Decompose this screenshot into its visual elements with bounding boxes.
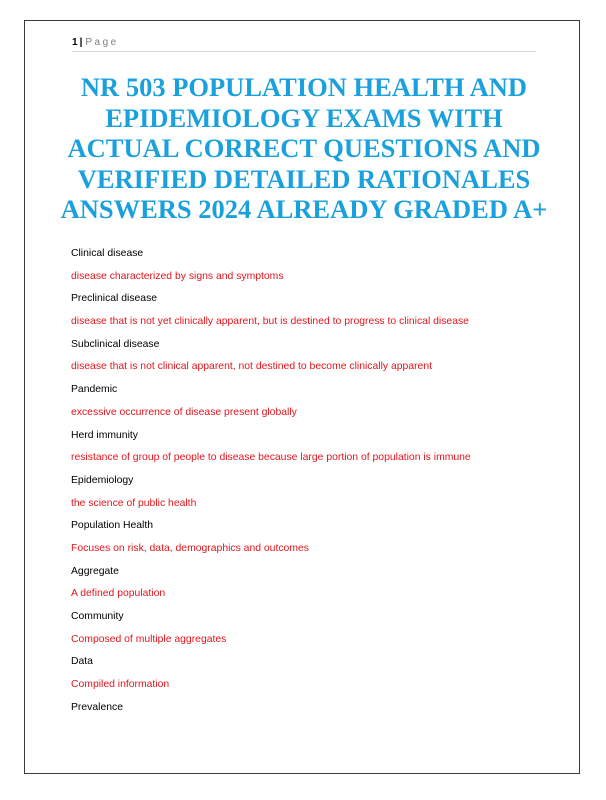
page-header <box>72 37 536 52</box>
document-title <box>56 72 552 225</box>
definition: disease that is not yet clinically apparent, but is destined to progress to clinical disease <box>71 316 469 328</box>
definition: Focuses on risk, data, demographics and outcomes <box>71 542 309 554</box>
term: Data <box>71 656 93 668</box>
term: Population Health <box>71 520 154 532</box>
definition: resistance of group of people to disease because large portion of population is immune <box>71 452 471 464</box>
page-separator: | <box>79 37 83 48</box>
term: Clinical disease <box>71 248 144 259</box>
term: Aggregate <box>71 565 119 577</box>
definition: Compiled information <box>71 679 170 691</box>
title-line: ACTUAL CORRECT QUESTIONS AND <box>67 133 541 163</box>
term: Preclinical disease <box>71 293 158 305</box>
title-line: EPIDEMIOLOGY EXAMS WITH <box>105 102 503 133</box>
definition: A defined population <box>71 588 166 600</box>
term: Community <box>71 611 124 622</box>
term: Subclinical disease <box>71 338 160 350</box>
definition: disease characterized by signs and symptoms <box>71 270 284 282</box>
flashcard-list <box>71 246 571 722</box>
title-line: NR 503 POPULATION HEALTH AND <box>80 72 528 102</box>
title-line: ANSWERS 2024 ALREADY GRADED A+ <box>60 194 548 224</box>
definition: disease that is not clinical apparent, not destined to become clinically apparent <box>71 361 433 373</box>
page-label: Page <box>85 37 119 48</box>
term: Epidemiology <box>71 474 134 486</box>
term: Prevalence <box>71 701 123 713</box>
definition: Composed of multiple aggregates <box>71 633 227 645</box>
term: Pandemic <box>71 384 118 396</box>
definition: excessive occurrence of disease present globally <box>71 406 297 418</box>
page-number: 1 <box>72 37 78 48</box>
title-line: VERIFIED DETAILED RATIONALES <box>77 163 531 194</box>
definition: the science of public health <box>71 497 197 509</box>
term: Herd immunity <box>71 429 138 441</box>
